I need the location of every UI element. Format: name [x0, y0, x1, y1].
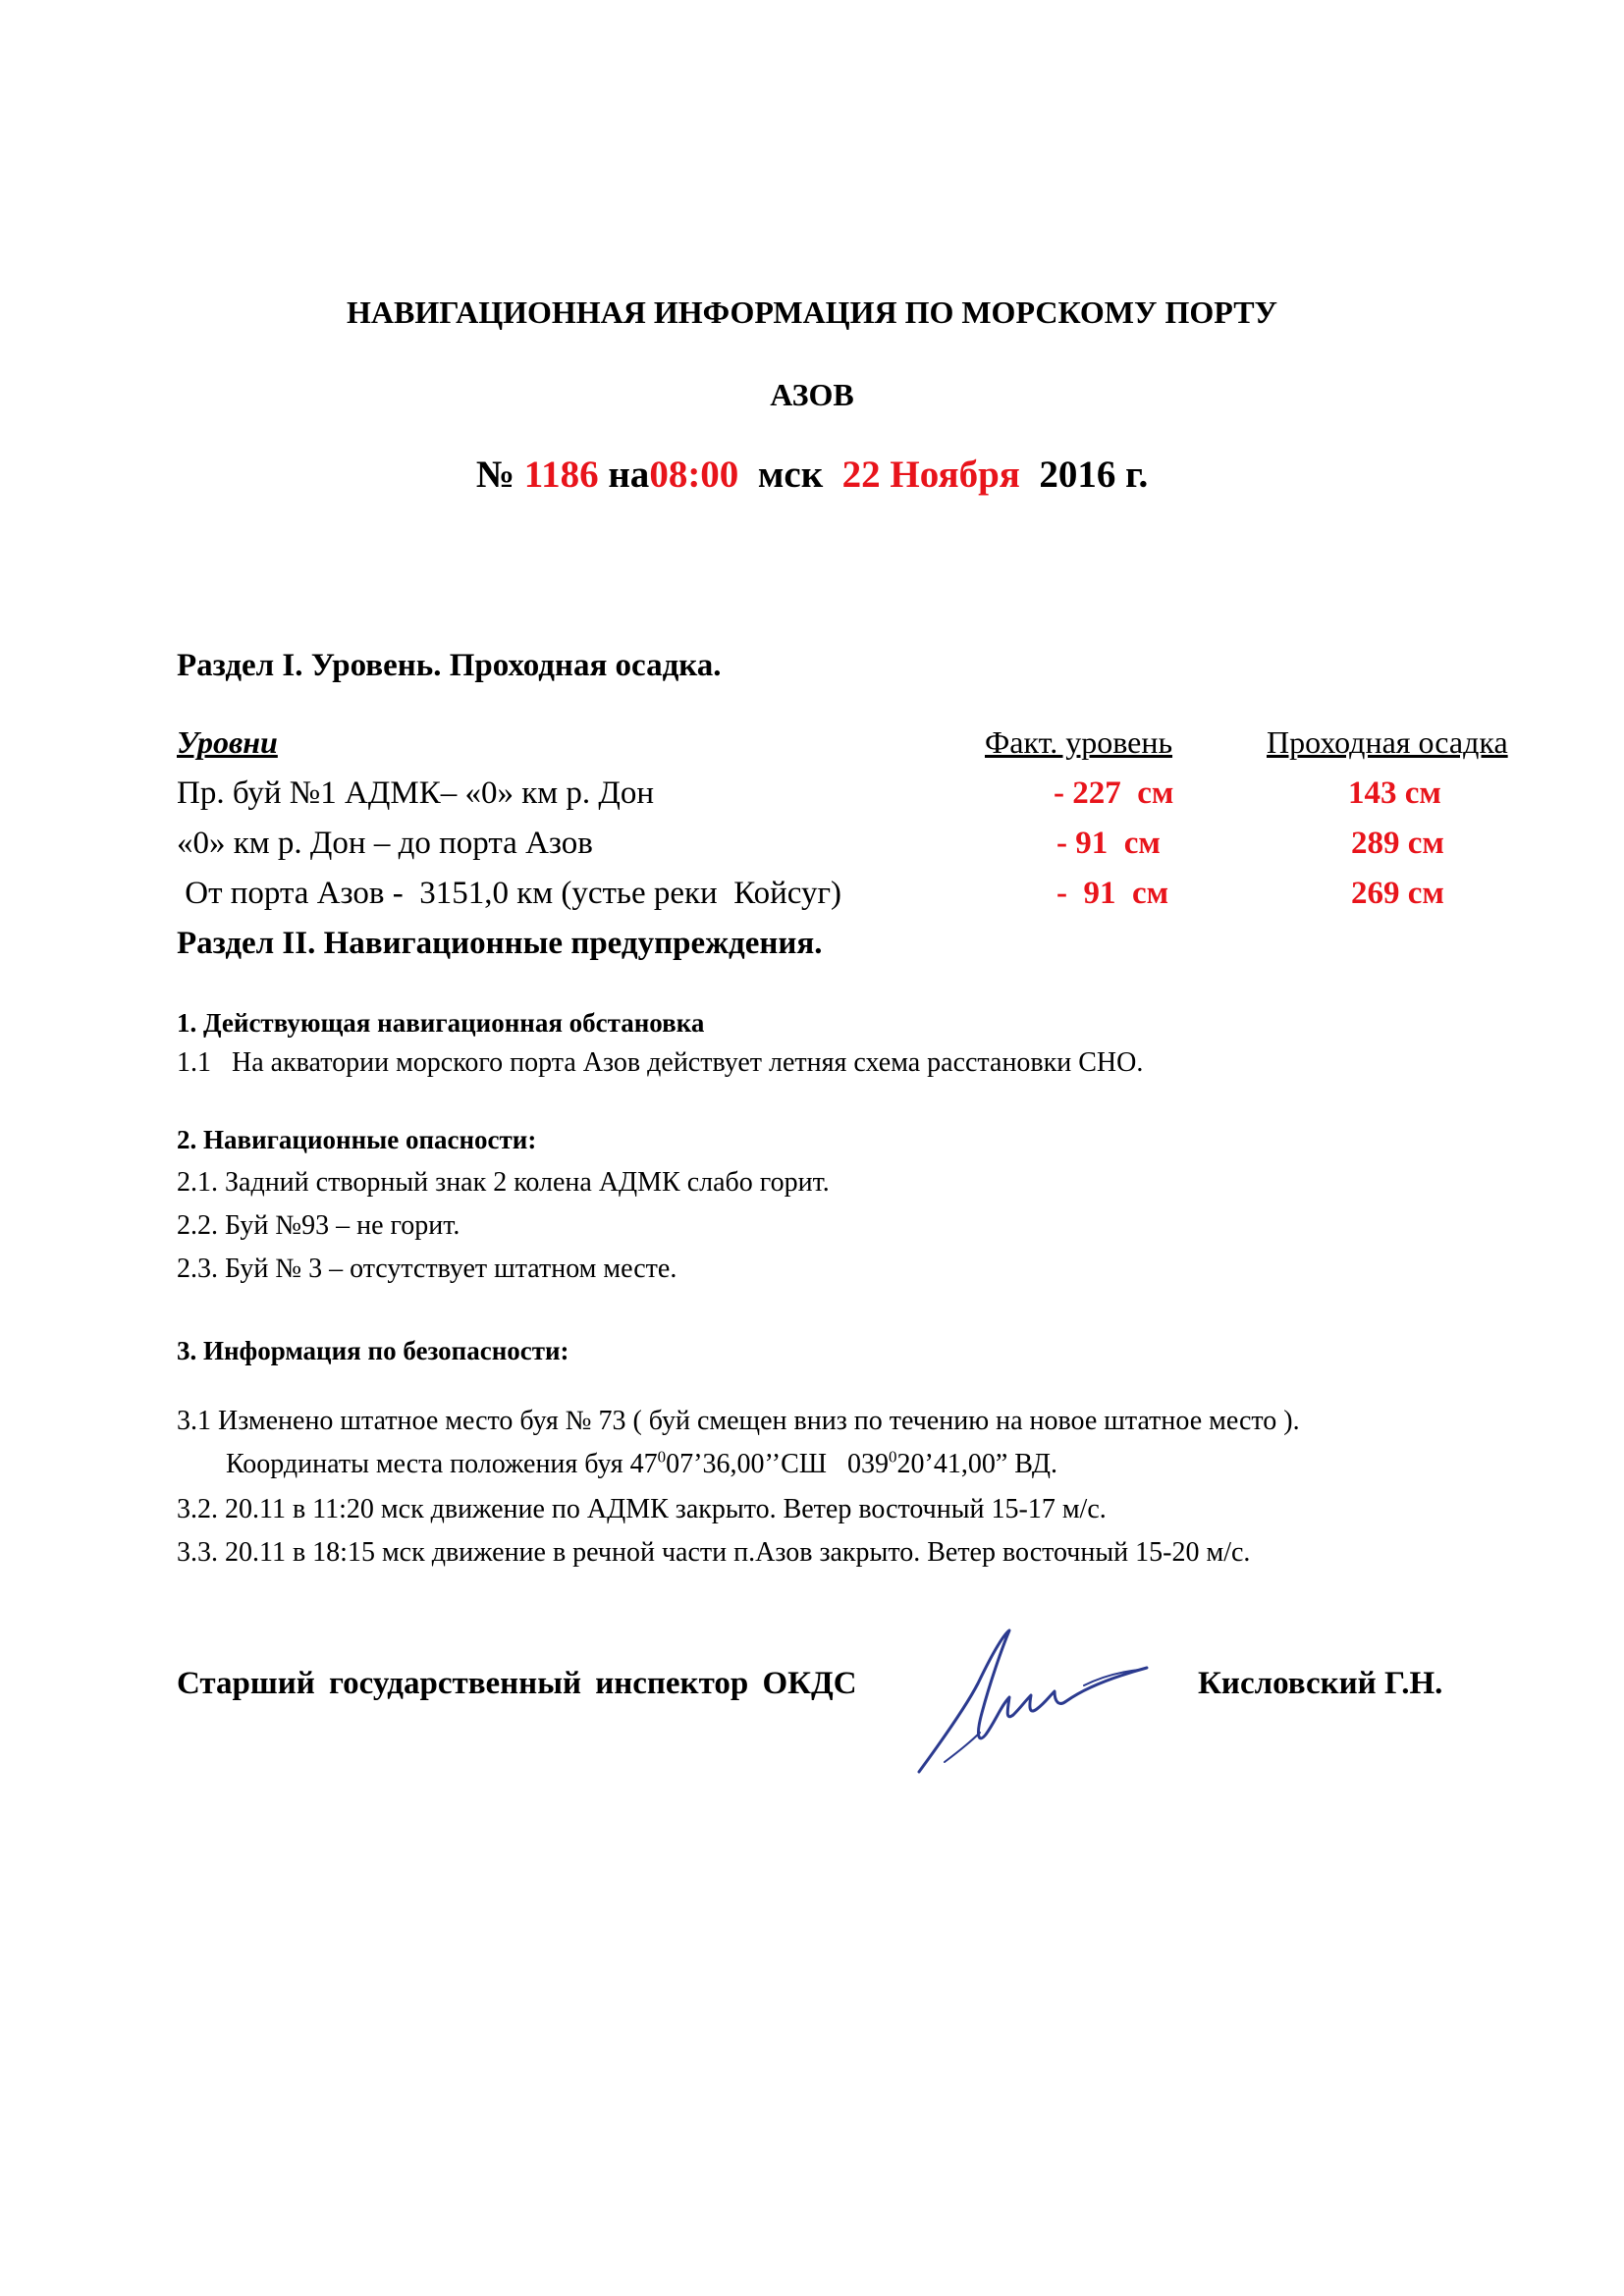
report-date: 22 Ноября: [841, 454, 1020, 496]
msk-label: мск: [738, 454, 842, 496]
list-item: 2.3. Буй № 3 – отсутствует штатном месте.: [177, 1254, 677, 1284]
level-row-label: «0» км р. Дон – до порта Азов: [177, 826, 593, 861]
fact-level-header: Факт. уровень: [985, 724, 1173, 760]
level-row-draft: 269 см: [1351, 876, 1444, 911]
level-row-draft: 143 см: [1348, 775, 1441, 811]
signatory-title: Старший государственный инспектор ОКДС: [177, 1666, 857, 1701]
draft-header: Проходная осадка: [1267, 724, 1508, 760]
report-number-line: [0, 453, 1624, 497]
section1-title: Раздел I. Уровень. Проходная осадка.: [177, 648, 722, 683]
list-item: 3.2. 20.11 в 11:20 мск движение по АДМК закрыто. Ветер восточный 15-17 м/с.: [177, 1494, 1107, 1524]
report-number: 1186: [523, 454, 599, 496]
subsection-heading: 1. Действующая навигационная обстановка: [177, 1008, 705, 1038]
document-title: НАВИГАЦИОННАЯ ИНФОРМАЦИЯ ПО МОРСКОМУ ПОРТУ: [346, 294, 1278, 330]
level-row-label: Пр. буй №1 АДМК– «0» км р. Дон: [177, 775, 655, 811]
handwritten-signature: [911, 1625, 1157, 1782]
list-item: 3.1 Изменено штатное место буя № 73 ( буй смещен вниз по течению на новое штатное место ).: [177, 1406, 1300, 1436]
levels-header: Уровни: [177, 724, 278, 760]
report-year: 2016 г.: [1019, 454, 1149, 496]
level-row-fact: - 91 см: [1056, 826, 1161, 861]
report-time: 08:00: [649, 454, 739, 496]
list-item: 3.3. 20.11 в 18:15 мск движение в речной части п.Азов закрыто. Ветер восточный 15-20 м/с.: [177, 1537, 1251, 1568]
buoy-coordinates: Координаты места положения буя $47^007’36,00’’СШ$ $039^020’41,00$” ВД.: [226, 1447, 1057, 1479]
port-name: АЗОВ: [770, 377, 854, 412]
section2-title: Раздел II. Навигационные предупреждения.: [177, 926, 823, 961]
level-row-draft: 289 см: [1351, 826, 1444, 861]
on-label: на: [598, 454, 650, 496]
list-item: 2.1. Задний створный знак 2 колена АДМК слабо горит.: [177, 1167, 830, 1198]
list-item: 2.2. Буй №93 – не горит.: [177, 1210, 460, 1241]
level-row-fact: - 91 см: [1056, 876, 1169, 911]
list-item: 1.1 На акватории морского порта Азов действует летняя схема расстановки СНО.: [177, 1047, 1144, 1078]
subsection-heading: 3. Информация по безопасности:: [177, 1336, 569, 1365]
signatory-name: Кисловский Г.Н.: [1198, 1666, 1443, 1701]
number-prefix: №: [475, 454, 524, 496]
subsection-heading: 2. Навигационные опасности:: [177, 1125, 537, 1154]
level-row-fact: - 227 см: [1054, 775, 1174, 811]
level-row-label: От порта Азов - 3151,0 км (устье реки Койсуг): [177, 876, 841, 911]
